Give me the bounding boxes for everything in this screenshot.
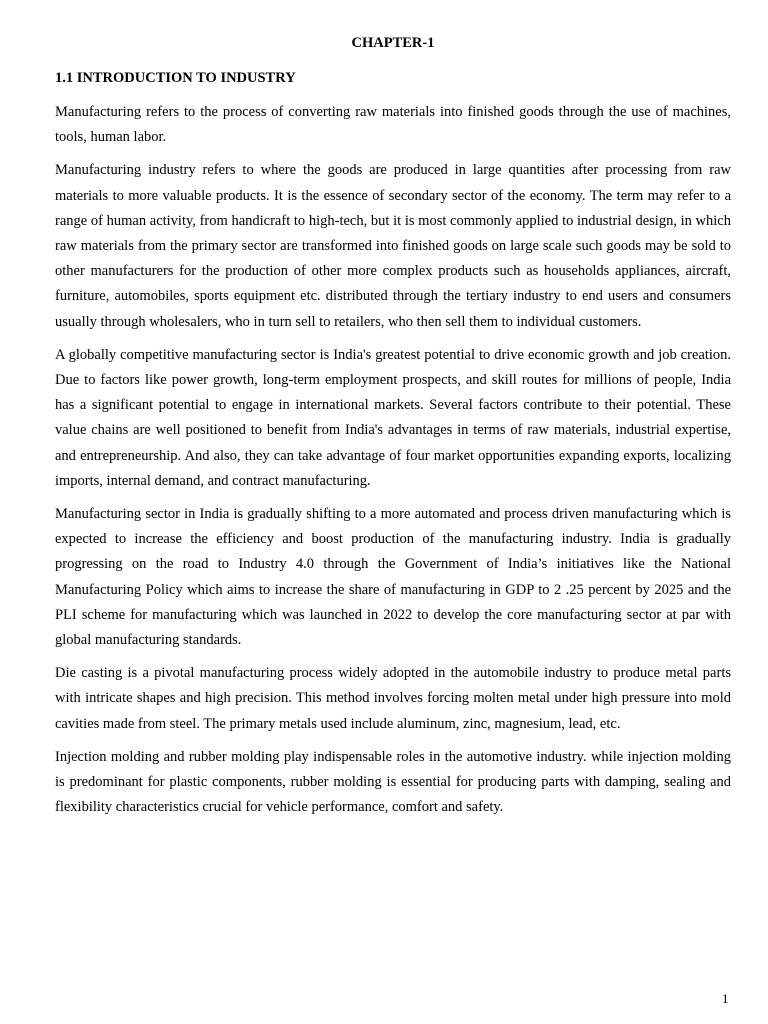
chapter-title: CHAPTER-1 xyxy=(351,35,435,51)
paragraph-manufacturing-industry: Manufacturing industry refers to where the goods are produced in large quantities after processing from raw materials to more valuable products. It is the essence of secondary sector of the economy. The term may refer to a range of human activity, from handicraft to high-tech, but it is most commonly applied to industrial design, in which raw materials from the primary sector are transformed into finished goods on large scale such goods may be sold to other manufacturers for the production of other more complex products such as households appliances, aircraft, furniture, automobiles, sports equipment etc. distributed through the tertiary industry to end users and consumers usually through wholesalers, who in turn sell to retailers, who then sell them to individual customers. xyxy=(55,162,731,330)
paragraph-manufacturing-definition: Manufacturing refers to the process of converting raw materials into finished goods through the use of machines, tools, human labor. xyxy=(55,104,731,146)
section-heading: 1.1 INTRODUCTION TO INDUSTRY xyxy=(55,70,296,86)
paragraph-india-potential: A globally competitive manufacturing sector is India's greatest potential to drive economic growth and job creation. Due to factors like power growth, long-term employment prospects, and skill routes for millions of people, India has a significant potential to engage in international markets. Several factors contribute to their potential. These value chains are well positioned to benefit from India's advantages in terms of raw materials, industrial expertise, and entrepreneurship. And also, they can take advantage of four market opportunities expanding exports, localizing imports, internal demand, and contract manufacturing. xyxy=(55,346,731,489)
page-number: 1 xyxy=(722,991,729,1006)
paragraph-molding: Injection molding and rubber molding play indispensable roles in the automotive industry. while injection molding is predominant for plastic components, rubber molding is essential for producing parts with damping, sealing and flexibility characteristics crucial for vehicle performance, comfort and safety. xyxy=(55,748,731,816)
paragraph-india-automation: Manufacturing sector in India is gradually shifting to a more automated and process driven manufacturing which is expected to increase the efficiency and boost production of the manufacturing industry. India is gradually progressing on the road to Industry 4.0 through the Government of India’s initiatives like the National Manufacturing Policy which aims to increase the share of manufacturing in GDP to 2 .25 percent by 2025 and the PLI scheme for manufacturing which was launched in 2022 to develop the core manufacturing sector at par with global manufacturing standards. xyxy=(55,506,731,649)
body-text xyxy=(55,100,731,828)
paragraph-die-casting: Die casting is a pivotal manufacturing process widely adopted in the automobile industry to produce metal parts with intricate shapes and high precision. This method involves forcing molten metal under high pressure into mold cavities made from steel. The primary metals used include aluminum, zinc, magnesium, lead, etc. xyxy=(55,665,731,732)
